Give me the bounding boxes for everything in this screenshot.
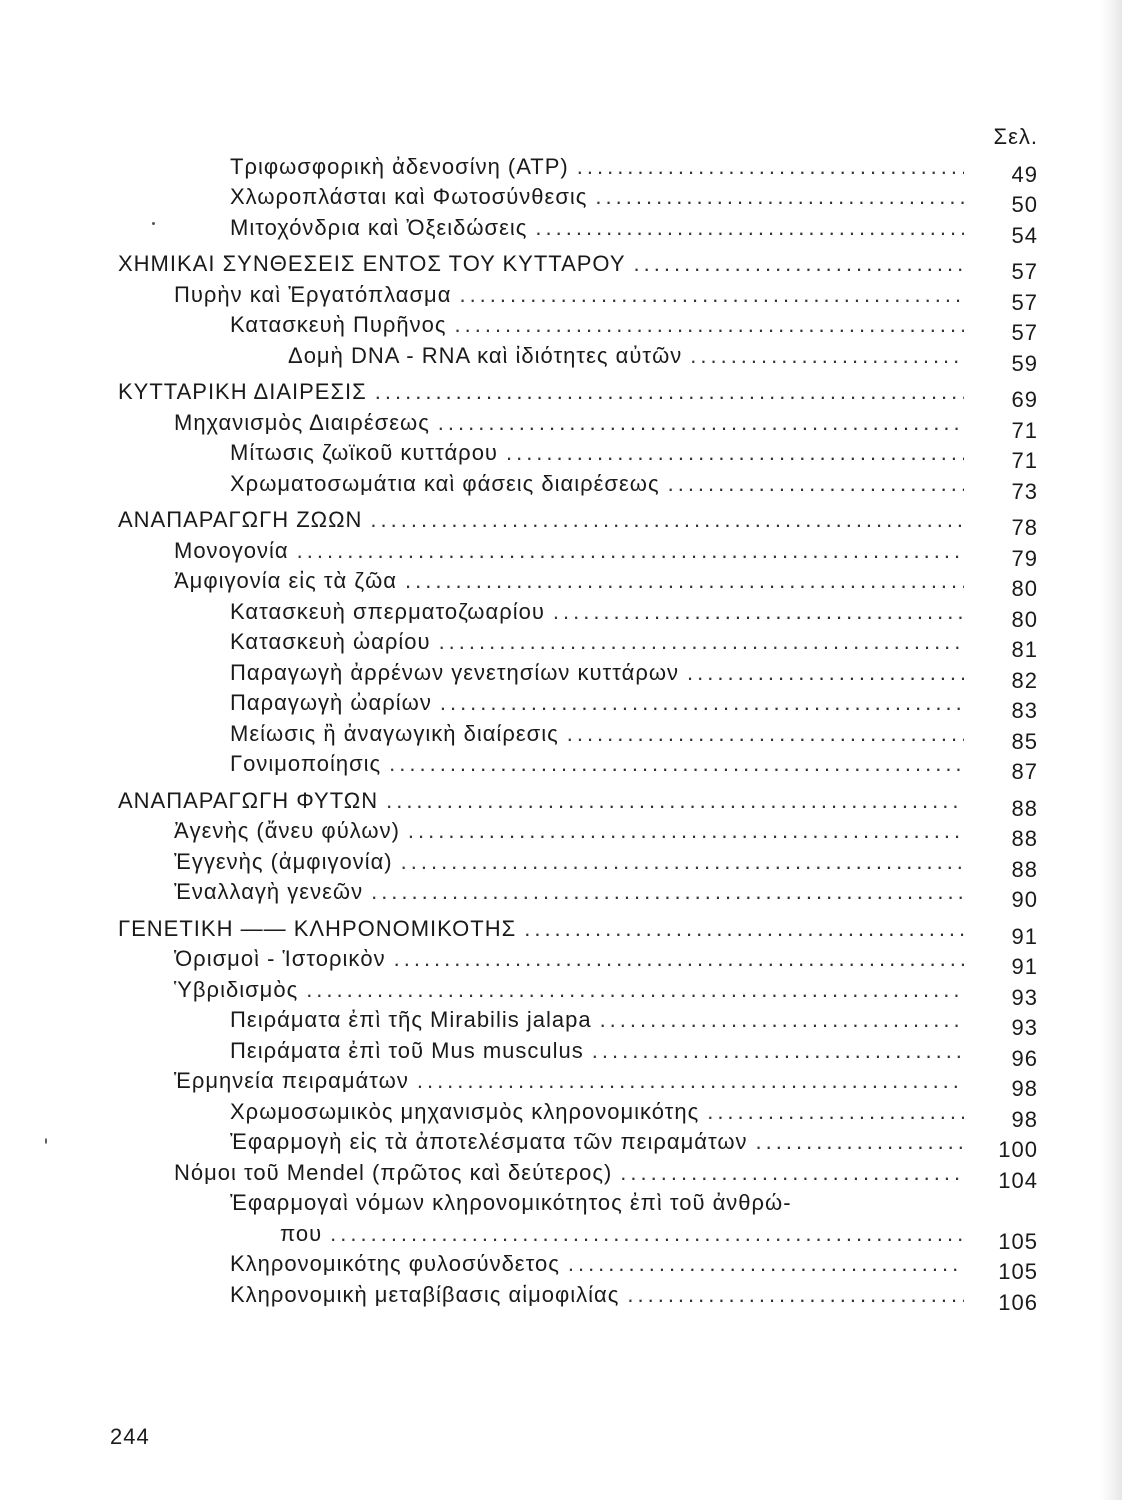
toc-entry: [118, 717, 1038, 754]
toc-entry-page: 71: [1011, 448, 1038, 473]
dot-leader: [438, 409, 964, 437]
toc-entry-page: 91: [1011, 954, 1038, 979]
toc-entry-page: 104: [998, 1167, 1038, 1193]
toc-entry-page: 78: [1011, 515, 1038, 540]
dot-leader: [306, 976, 964, 1004]
toc-entry: [118, 309, 1038, 345]
toc-entry-title: Ἀμφιγονία εἰς τὰ ζῶα: [174, 568, 397, 593]
toc-entry: [118, 1004, 1038, 1040]
toc-entry-text: [118, 787, 978, 815]
toc-entry: [118, 1156, 1038, 1193]
dot-leader: [535, 214, 964, 242]
toc-entry-title: Ἐφαρμογαὶ νόμων κληρονομικότητος ἐπὶ τοῦ ἀνθρώ-: [230, 1190, 792, 1215]
toc-entry-page: 105: [998, 1228, 1038, 1254]
toc-entry-text: [118, 409, 978, 437]
toc-entry-text: [118, 311, 978, 339]
toc-entry-title: Μίτωσις ζωϊκοῦ κυττάρου: [230, 440, 498, 465]
print-speck: [45, 1138, 47, 1144]
table-of-contents: [118, 120, 1038, 1315]
toc-entry-page: 54: [1011, 222, 1038, 248]
toc-entry-title: Ἑρμηνεία πειραμάτων: [174, 1068, 409, 1093]
toc-entry: [118, 973, 1038, 1010]
toc-entry-page: 91: [1011, 923, 1038, 949]
toc-entry-text: [118, 659, 978, 687]
toc-entry-page: 87: [1011, 759, 1038, 784]
toc-entry-page: 83: [1011, 698, 1038, 723]
toc-entry-title: Παραγωγὴ ὠαρίων: [230, 690, 432, 715]
toc-entry-title: Μηχανισμὸς Διαιρέσεως: [174, 409, 430, 435]
toc-entry: [118, 1187, 1038, 1218]
toc-entry: [118, 248, 1038, 284]
toc-entry-text: [118, 506, 978, 534]
dot-leader: [459, 281, 964, 309]
toc-entry-page: 98: [1011, 1106, 1038, 1132]
toc-entry-title: Ἐναλλαγὴ γενεῶν: [174, 879, 364, 904]
toc-entry-page: 81: [1011, 637, 1038, 662]
toc-entry-page: 49: [1011, 161, 1038, 187]
toc-entry-page: 73: [1011, 478, 1038, 504]
toc-entry-title: ΑΝΑΠΑΡΑΓΩΓΗ ΖΩΩΝ: [118, 507, 363, 532]
dot-leader: [620, 1159, 964, 1187]
toc-entry-text: [118, 848, 978, 876]
dot-leader: [568, 1250, 964, 1278]
toc-entry-title: Χρωμοσωμικὸς μηχανισμὸς κληρονομικότης: [230, 1098, 700, 1124]
dot-leader: [553, 598, 964, 626]
dot-leader: [577, 153, 964, 181]
toc-entry-title: Μείωσις ἢ ἀναγωγικὴ διαίρεσις: [230, 720, 559, 746]
toc-entry-title: ΑΝΑΠΑΡΑΓΩΓΗ ΦΥΤΩΝ: [118, 787, 379, 813]
toc-entry: [118, 815, 1038, 851]
toc-entry-text: [118, 281, 978, 309]
toc-entry-title: Ἐγγενὴς (ἀμφιγονία): [174, 848, 393, 874]
toc-entry-page: 105: [998, 1259, 1038, 1284]
dot-leader: [506, 439, 964, 467]
toc-entry-text: [118, 689, 978, 717]
dot-leader: [389, 750, 964, 778]
toc-entry-text: [118, 439, 978, 467]
dot-leader: [524, 915, 964, 943]
toc-entry: [118, 656, 1038, 693]
dot-leader: [440, 689, 964, 717]
toc-entry-text: [118, 1159, 978, 1187]
toc-entry-text: [118, 628, 978, 656]
dot-leader: [756, 1128, 964, 1156]
toc-entry: [118, 406, 1038, 443]
toc-entry-text: [118, 598, 978, 626]
toc-entry-title: Μιτοχόνδρια καὶ Ὀξειδώσεις: [230, 214, 528, 240]
toc-entry: [118, 1217, 1038, 1254]
dot-leader: [330, 1220, 964, 1248]
toc-entry: [118, 181, 1038, 217]
toc-entry: [118, 1095, 1038, 1132]
dot-leader: [371, 878, 964, 906]
toc-entry-title: Χλωροπλάσται καὶ Φωτοσύνθεσις: [230, 184, 588, 209]
toc-entry: [118, 1248, 1038, 1284]
dot-leader: [417, 1067, 964, 1095]
toc-entry-text: [118, 1189, 978, 1217]
toc-entry-page: 57: [1011, 320, 1038, 345]
toc-entry-page: 85: [1011, 728, 1038, 754]
toc-entry: [118, 748, 1038, 784]
toc-entry: [118, 1278, 1038, 1315]
toc-entry: [118, 467, 1038, 504]
toc-entry-page: 96: [1011, 1045, 1038, 1071]
toc-entry-page: 82: [1011, 667, 1038, 693]
toc-entry-text: [118, 342, 978, 370]
toc-entry-title: Χρωματοσωμάτια καὶ φάσεις διαιρέσεως: [230, 470, 660, 496]
dot-leader: [370, 506, 964, 534]
toc-entry-text: [118, 1250, 978, 1278]
toc-entry: [118, 912, 1038, 949]
toc-entry-text: [118, 1098, 978, 1126]
toc-entry-text: [118, 720, 978, 748]
toc-entry-text: [118, 817, 978, 845]
toc-entry-title: Κατασκευὴ Πυρῆνος: [230, 312, 447, 337]
dot-leader: [687, 659, 964, 687]
toc-entry-text: [118, 1128, 978, 1156]
toc-entry-title: Ἀγενὴς (ἄνευ φύλων): [174, 818, 400, 843]
toc-entry: [118, 565, 1038, 601]
toc-entry-title: Κληρονομικότης φυλοσύνδετος: [230, 1251, 560, 1276]
toc-entry-title: Ἐφαρμογὴ εἰς τὰ ἀποτελέσματα τῶν πειραμάτων: [230, 1129, 748, 1154]
dot-leader: [394, 945, 964, 973]
toc-entry-page: 88: [1011, 826, 1038, 851]
dot-leader: [405, 567, 964, 595]
toc-entry: [118, 1126, 1038, 1162]
toc-entry: [118, 784, 1038, 821]
dot-leader: [401, 848, 964, 876]
dot-leader: [690, 342, 964, 370]
toc-entry-title: ΓΕΝΕΤΙΚΗ —— ΚΛΗΡΟΝΟΜΙΚΟΤΗΣ: [118, 915, 517, 941]
toc-entry-text: [118, 750, 978, 778]
toc-entry-text: [118, 976, 978, 1004]
toc-entry-title: Γονιμοποίησις: [230, 751, 382, 776]
toc-entry: [118, 876, 1038, 912]
dot-leader: [600, 1006, 964, 1034]
toc-entry-title: Ὑβριδισμὸς: [174, 976, 299, 1002]
toc-entry-title: που: [280, 1220, 323, 1246]
dot-leader: [297, 537, 964, 565]
toc-entry-title: ΚΥΤΤΑΡΙΚΗ ΔΙΑΙΡΕΣΙΣ: [118, 379, 367, 404]
toc-entry-text: [118, 915, 978, 943]
toc-entry-page: 57: [1011, 289, 1038, 315]
toc-entry: [118, 376, 1038, 412]
page-edge-shadow: [1100, 0, 1122, 1500]
toc-entry-text: [118, 214, 978, 242]
dot-leader: [455, 311, 965, 339]
dot-leader: [707, 1098, 964, 1126]
toc-entry-text: [118, 878, 978, 906]
toc-entry: [118, 437, 1038, 473]
toc-entry: [118, 211, 1038, 248]
toc-entry-page: 50: [1011, 192, 1038, 217]
toc-entry-page: 90: [1011, 887, 1038, 912]
toc-entry-title: Πυρὴν καὶ Ἐργατόπλασμα: [174, 281, 452, 307]
toc-entry: [118, 1034, 1038, 1071]
toc-entry-text: [118, 945, 978, 973]
toc-entry: [118, 626, 1038, 662]
toc-entry-page: 88: [1011, 856, 1038, 882]
toc-entry: [118, 339, 1038, 376]
dot-leader: [386, 787, 964, 815]
toc-entry-title: Ὁρισμοὶ - Ἱστορικὸν: [174, 946, 386, 971]
toc-header: [118, 120, 1038, 150]
toc-entry-page: 93: [1011, 1015, 1038, 1040]
page-column-label: Σελ.: [993, 124, 1038, 149]
toc-entry-text: [118, 537, 978, 565]
toc-entry: [118, 943, 1038, 979]
toc-entry-title: Δομὴ DNA - RNA καὶ ἰδιότητες αὐτῶν: [288, 342, 683, 368]
toc-entry-page: 69: [1011, 387, 1038, 412]
toc-entry-title: Μονογονία: [174, 537, 289, 563]
toc-entry: [118, 687, 1038, 723]
dot-leader: [439, 628, 964, 656]
dot-leader: [634, 250, 965, 278]
toc-entry-title: Παραγωγὴ ἀρρένων γενετησίων κυττάρων: [230, 659, 680, 685]
toc-entry: [118, 504, 1038, 540]
toc-entry-page: 59: [1011, 350, 1038, 376]
toc-entry-page: 80: [1011, 606, 1038, 632]
toc-entry-text: [118, 470, 978, 498]
toc-entry-page: 93: [1011, 984, 1038, 1010]
toc-entry-title: ΧΗΜΙΚΑΙ ΣΥΝΘΕΣΕΙΣ ΕΝΤΟΣ ΤΟΥ ΚΥΤΤΑΡΟΥ: [118, 251, 626, 276]
toc-entry-page: 100: [998, 1137, 1038, 1162]
dot-leader: [592, 1037, 964, 1065]
dot-leader: [408, 817, 964, 845]
toc-entry: [118, 1065, 1038, 1101]
toc-entry-text: [118, 1281, 978, 1309]
toc-entry-page: 88: [1011, 795, 1038, 821]
toc-entry-title: Πειράματα ἐπὶ τῆς Mirabilis jalapa: [230, 1007, 592, 1032]
toc-entry-title: Πειράματα ἐπὶ τοῦ Mus musculus: [230, 1037, 584, 1063]
toc-entry-text: [118, 250, 978, 278]
toc-entry-text: [118, 1067, 978, 1095]
toc-entry: [118, 845, 1038, 882]
toc-entry-text: [118, 153, 978, 181]
toc-entry-page: 80: [1011, 576, 1038, 601]
toc-entries: [118, 150, 1038, 1315]
toc-entry-text: [118, 1037, 978, 1065]
dot-leader: [375, 378, 964, 406]
toc-entry: [118, 150, 1038, 187]
toc-entry-title: Κατασκευὴ ὠαρίου: [230, 629, 431, 654]
toc-entry-text: [118, 1006, 978, 1034]
toc-entry-title: Κληρονομικὴ μεταβίβασις αἱμοφιλίας: [230, 1281, 620, 1307]
dot-leader: [567, 720, 964, 748]
toc-entry-text: [118, 378, 978, 406]
toc-entry: [118, 278, 1038, 315]
toc-entry-page: 98: [1011, 1076, 1038, 1101]
page-number: 244: [110, 1424, 150, 1449]
toc-entry-title: Τριφωσφορικὴ ἀδενοσίνη (ΑΤΡ): [230, 153, 569, 179]
dot-leader: [595, 183, 964, 211]
toc-entry-page: 57: [1011, 259, 1038, 284]
toc-entry-title: Κατασκευὴ σπερματοζωαρίου: [230, 598, 545, 624]
toc-entry: [118, 534, 1038, 571]
toc-entry-page: 106: [998, 1289, 1038, 1315]
dot-leader: [627, 1281, 964, 1309]
toc-entry: [118, 595, 1038, 632]
toc-entry-page: 79: [1011, 545, 1038, 571]
toc-entry-text: [118, 567, 978, 595]
print-speck: [152, 222, 155, 225]
toc-entry-title: Νόμοι τοῦ Mendel (πρῶτος καὶ δεύτερος): [174, 1159, 613, 1185]
toc-entry-page: 71: [1011, 417, 1038, 443]
toc-entry-text: [118, 183, 978, 211]
dot-leader: [668, 470, 964, 498]
toc-entry-text: [118, 1220, 978, 1248]
